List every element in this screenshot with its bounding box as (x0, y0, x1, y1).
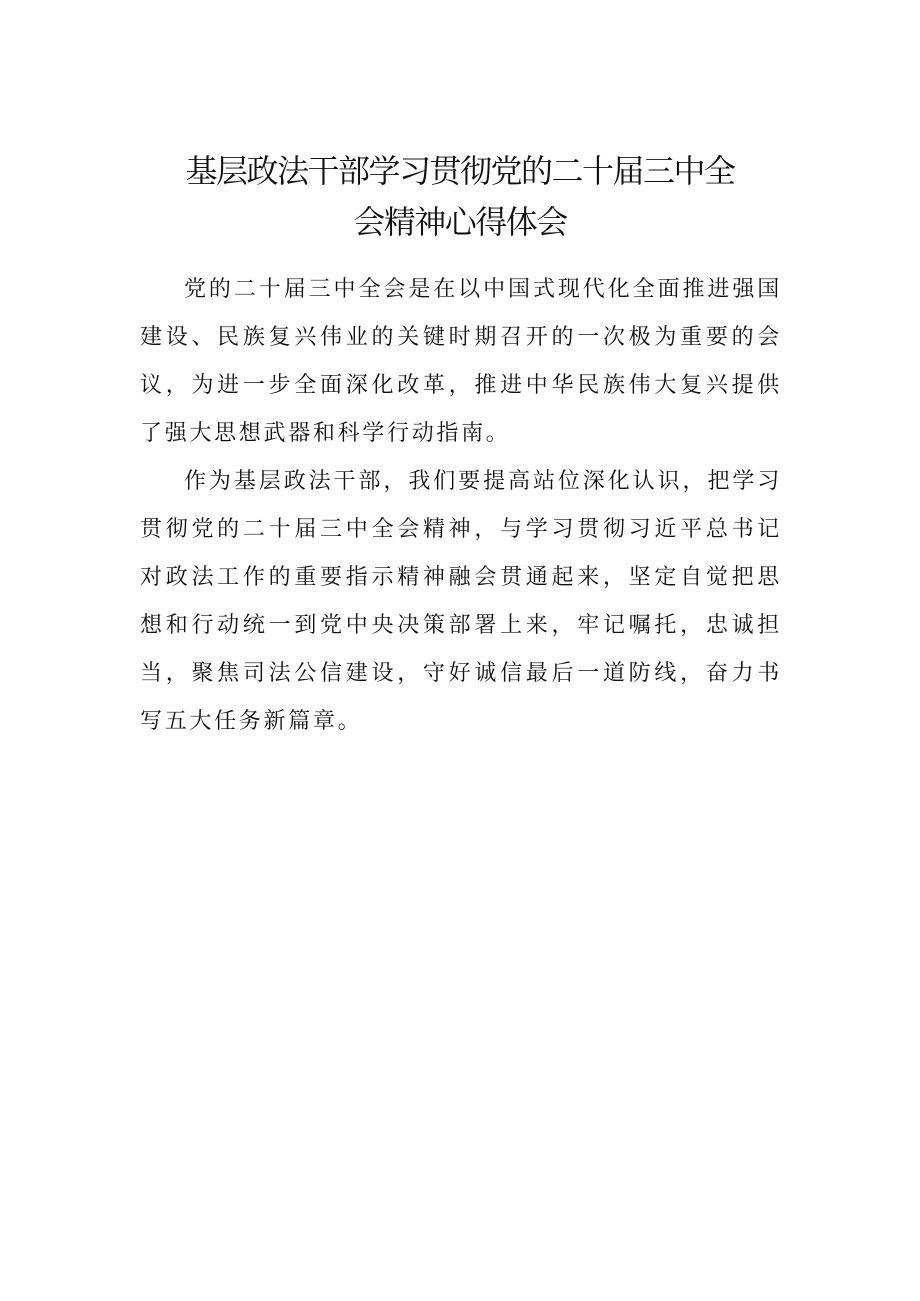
paragraph-1: 党的二十届三中全会是在以中国式现代化全面推进强国建设、民族复兴伟业的关键时期召开的一次极为重要的会议，为进一步全面深化改革，推进中华民族伟大复兴提供了强大思想武器和科学行动指南。 (140, 277, 782, 446)
title-line-2: 会精神心得体会 (353, 203, 567, 241)
title-line-1: 基层政法干部学习贯彻党的二十届三中全 (185, 152, 735, 190)
page-title (140, 146, 780, 248)
paragraph-2: 作为基层政法干部，我们要提高站位深化认识，把学习贯彻党的二十届三中全会精神，与学习贯彻习近平总书记对政法工作的重要指示精神融会贯通起来，坚定自觉把思想和行动统一到党中央决策部署上来，牢记嘱托，忠诚担当，聚焦司法公信建设，守好诚信最后一道防线，奋力书写五大任务新篇章。 (140, 469, 782, 734)
document-body (140, 266, 782, 746)
